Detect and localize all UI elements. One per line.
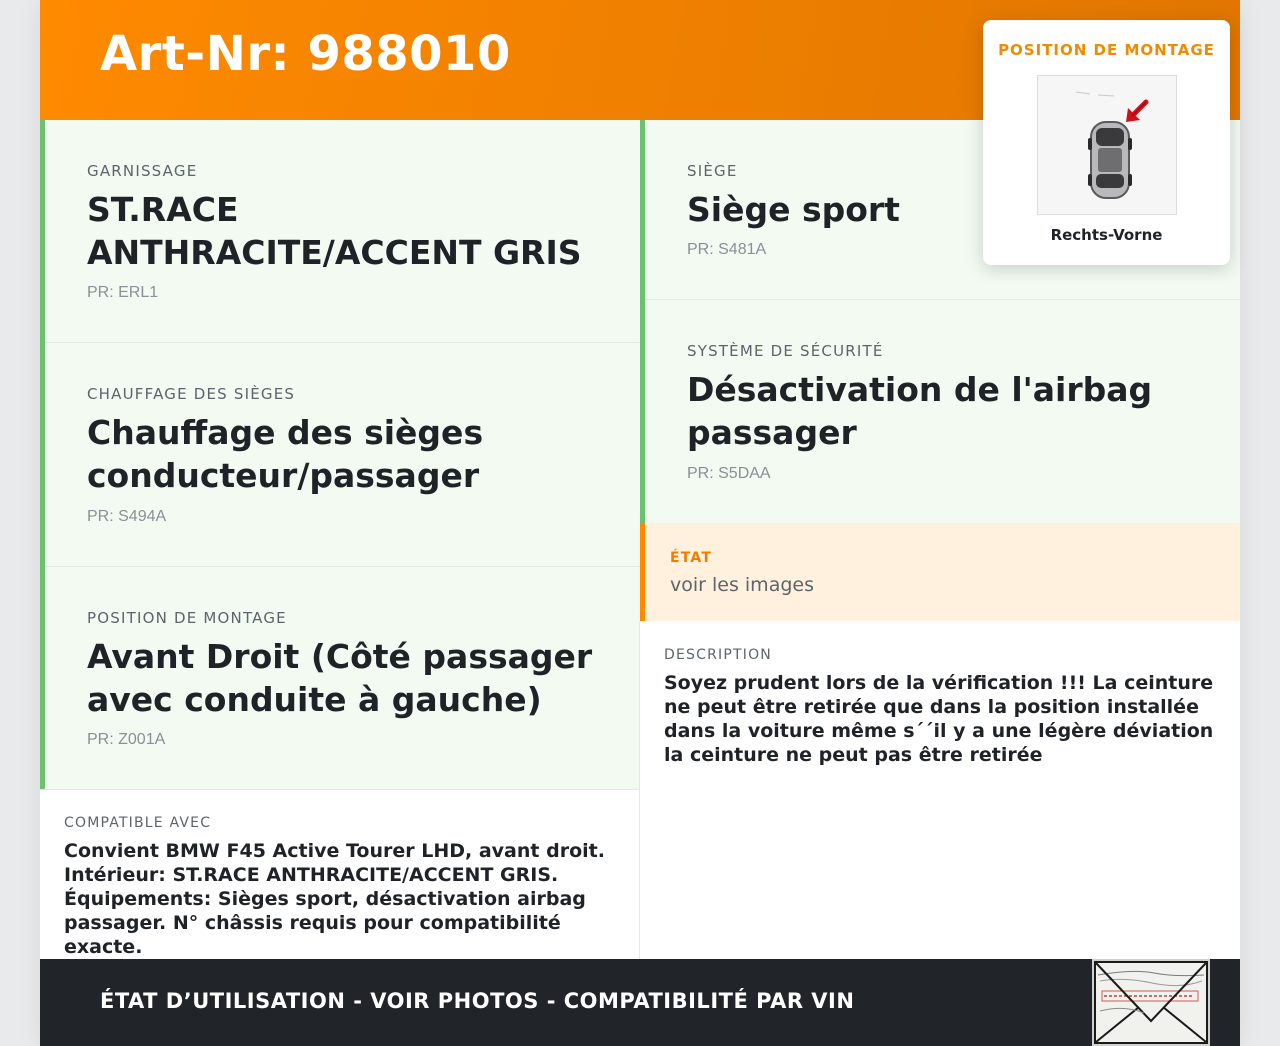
card-garnissage	[40, 120, 640, 343]
envelope-icon	[1094, 961, 1208, 1044]
card-label: GARNISSAGE	[87, 162, 198, 180]
card-pr-code: PR: S494A	[87, 508, 167, 525]
card-position	[40, 567, 640, 790]
footer-text: ÉTAT D’UTILISATION - VOIR PHOTOS - COMPATIBILITÉ PAR VIN	[100, 989, 855, 1013]
column-divider	[639, 790, 640, 959]
card-securite	[640, 300, 1240, 523]
card-value: ST.RACE ANTHRACITE/ACCENT GRIS	[87, 190, 582, 272]
divider	[40, 789, 640, 790]
card-pr-code: PR: ERL1	[87, 284, 159, 301]
state-panel	[640, 523, 1240, 621]
car-top-view-icon	[1038, 76, 1176, 214]
car-position-image	[1037, 75, 1177, 215]
card-value: Avant Droit (Côté passager avec conduite à gauche)	[87, 637, 593, 719]
card-label: CHAUFFAGE DES SIÈGES	[87, 385, 296, 403]
description-label: DESCRIPTION	[664, 647, 772, 663]
footer-bar	[40, 959, 1240, 1046]
card-pr-code: PR: S481A	[687, 241, 767, 258]
product-sheet	[40, 0, 1240, 1046]
mounting-position-popup	[983, 20, 1230, 265]
card-value: Chauffage des sièges conducteur/passager	[87, 413, 484, 495]
card-pr-code: PR: Z001A	[87, 731, 166, 748]
card-chauffage	[40, 343, 640, 567]
popup-caption: Rechts-Vorne	[1050, 226, 1163, 244]
popup-title: POSITION DE MONTAGE	[998, 41, 1215, 59]
article-number-title: Art-Nr: 988010	[100, 26, 511, 82]
card-label: POSITION DE MONTAGE	[87, 609, 287, 627]
state-label: ÉTAT	[670, 550, 713, 566]
card-value: Siège sport	[687, 190, 900, 229]
label-sticker-image	[1092, 959, 1210, 1046]
compatible-label: COMPATIBLE AVEC	[64, 815, 212, 831]
card-label: SIÈGE	[687, 162, 738, 180]
state-text: voir les images	[670, 574, 814, 596]
card-pr-code: PR: S5DAA	[687, 465, 771, 482]
card-label: SYSTÈME DE SÉCURITÉ	[687, 342, 884, 360]
compatible-text: Convient BMW F45 Active Tourer LHD, avant droit. Intérieur: ST.RACE ANTHRACITE/ACCENT GRIS. Équipements: Sièges sport, désactivation airbag passager. N° châssis requis pour compatibilité exacte.	[64, 840, 605, 958]
description-text: Soyez prudent lors de la vérification !!! La ceinture ne peut être retirée que dans la position installée dans la voiture même s´´il y a une légère déviation la ceinture ne peut pas être retirée	[664, 672, 1214, 766]
card-value: Désactivation de l'airbag passager	[687, 370, 1153, 452]
